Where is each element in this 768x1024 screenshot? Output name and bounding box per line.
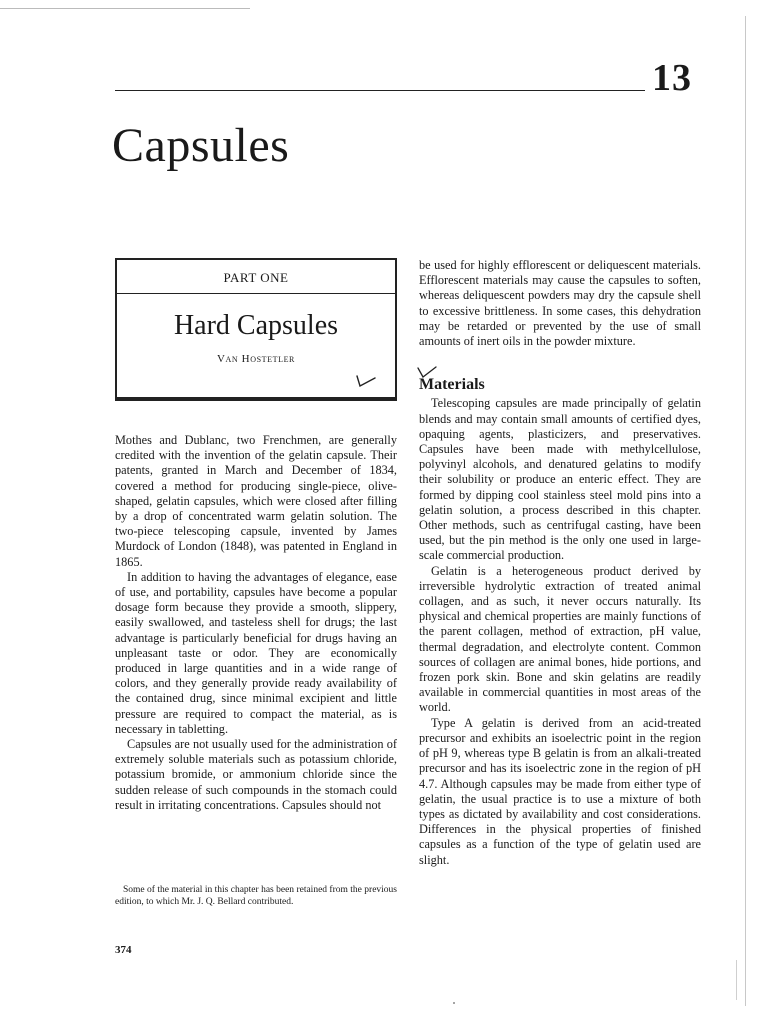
chapter-rule <box>115 90 645 91</box>
part-divider <box>117 293 395 294</box>
part-title: Hard Capsules <box>173 310 339 341</box>
scan-artifact-line <box>0 8 250 9</box>
left-column <box>115 433 397 813</box>
footnote: Some of the material in this chapter has been retained from the previous edition, to which Mr. J. Q. Bellard contributed. <box>115 885 397 907</box>
section-heading <box>419 377 701 392</box>
section-heading-text: Materials <box>419 376 485 394</box>
part-author: Van Hostetler <box>217 353 295 365</box>
right-column <box>419 258 701 868</box>
page-edge-line-lower <box>736 960 737 1000</box>
page-number: 374 <box>115 944 132 956</box>
handwritten-check-icon <box>355 372 377 388</box>
body-paragraph: Type A gelatin is derived from an acid-treated precursor and exhibits an isoelectric point in the region of pH 9, whereas type B gelatin is from an alkali-treated precursor and has its isoelectric zone in the region of pH 4.7. Although capsules may be made from either type of gelatin, the usual practice is to use a mixture of both types as dictated by availability and cost considerations. Differences in the physical properties of finished capsules as a function of the type of gelatin used are slight. <box>419 715 701 867</box>
body-paragraph: Telescoping capsules are made principally of gelatin blends and may contain small amounts of certified dyes, opaquing agents, plasticizers, and preservatives. Capsules have been made with methylcellulose, polyvinyl alcohols, and denatured gelatins to modify their solubility or produce an enteric effect. They are formed by dipping cool stainless steel mold pins into a gelatin solution, a process described in this chapter. Other methods, such as centrifugal casting, have been used, but the pin method is the only one used in large-scale commercial production. <box>419 396 701 563</box>
part-box <box>115 258 397 401</box>
handwritten-check-icon <box>416 365 438 379</box>
page-edge-line <box>745 16 746 1006</box>
part-label: PART ONE <box>223 270 289 285</box>
body-paragraph: Capsules are not usually used for the administration of extremely soluble materials such as potassium chloride, potassium bromide, or ammonium chloride since the sudden release of such compounds in the stomach could result in irritating concentrations. Capsules should not <box>115 737 397 812</box>
continuation-paragraph: be used for highly efflorescent or deliquescent materials. Efflorescent materials may cause the capsules to soften, whereas deliquescent powders may dry the capsule shell to excessive brittleness. In some cases, this dehydration may be retarded or prevented by the use of small amounts of inert oils in the powder mixture. <box>419 258 701 349</box>
body-paragraph: In addition to having the advantages of elegance, ease of use, and portability, capsules have become a popular dosage form because they provide a smooth, slippery, easily swallowed, and tasteless shell for drugs; the last advantage is particularly beneficial for drugs having an unpleasant taste or odor. They are economically produced in large quantities and in a wide range of colors, and they generally provide ready availability of the contained drug, since minimal excipient and little pressure are required to compact the material, as is necessary in tabletting. <box>115 569 397 736</box>
chapter-title: Capsules <box>112 119 290 172</box>
body-paragraph: Mothes and Dublanc, two Frenchmen, are generally credited with the invention of the gelatin capsule. Their patents, granted in March and December of 1834, covered a method for producing single-piece, olive-shaped, gelatin capsules, which were closed after filling by a drop of concentrated warm gelatin solution. The two-piece telescoping capsule, invented by James Murdock of London (1848), was patented in England in 1865. <box>115 433 397 569</box>
chapter-number: 13 <box>652 57 692 99</box>
scan-speck <box>453 1002 455 1004</box>
body-paragraph: Gelatin is a heterogeneous product derived by irreversible hydrolytic extraction of treated animal collagen, and as such, it never occurs naturally. Its physical and chemical properties are mainly functions of the parent collagen, method of extraction, pH value, thermal degradation, and electrolyte content. Common sources of collagen are animal bones, hide portions, and frozen pork skin. Bone and skin gelatins are readily available in commercial quantities in most areas of the world. <box>419 563 701 715</box>
